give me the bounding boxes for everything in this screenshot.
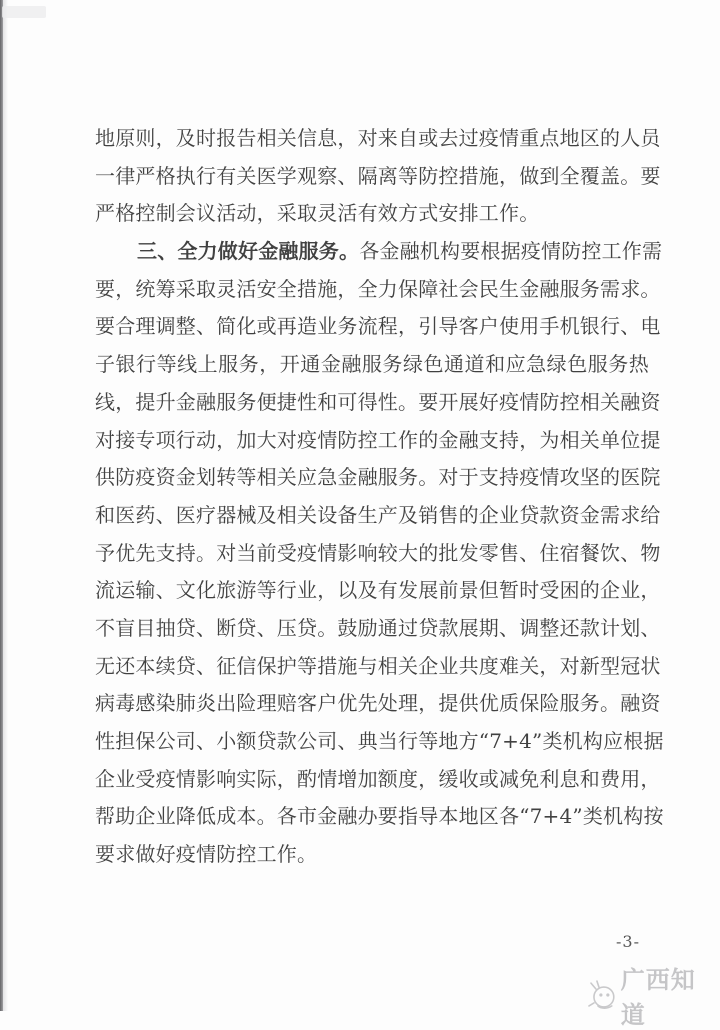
watermark [588, 960, 720, 1030]
text-line: 帮助企业降低成本。各市金融办要指导本地区各“7+4”类机构按 [95, 804, 664, 829]
section-heading-rest: 各金融机构要根据疫情防控工作需 [359, 239, 663, 264]
text-line: 严格控制会议活动，采取灵活有效方式安排工作。 [95, 201, 540, 226]
text-line: 要合理调整、简化或再造业务流程，引导客户使用手机银行、电 [95, 314, 661, 339]
text-line: 不盲目抽贷、断贷、压贷。鼓励通过贷款展期、调整还款计划、 [95, 615, 661, 640]
section-heading: 三、全力做好金融服务。 [137, 239, 360, 264]
section-heading-line [95, 233, 663, 271]
text-line: 对接专项行动，加大对疫情防控工作的金融支持，为相关单位提 [95, 427, 661, 452]
text-line: 一律严格执行有关医学观察、隔离等防控措施，做到全覆盖。要 [95, 163, 661, 188]
text-line: 病毒感染肺炎出险理赔客户优先处理，提供优质保险服务。融资 [95, 691, 661, 716]
watermark-mascot-icon [588, 979, 618, 1011]
text-line: 要，统筹采取灵活安全措施，全力保障社会民生金融服务需求。 [95, 276, 661, 301]
scan-page-edge-shadow [3, 0, 8, 1011]
text-line: 企业受疫情影响实际，酌情增加额度，缓收或减免利息和费用， [95, 766, 661, 791]
text-line: 予优先支持。对当前受疫情影响较大的批发零售、住宿餐饮、物 [95, 540, 661, 565]
body-text [95, 120, 664, 874]
text-line: 性担保公司、小额贷款公司、典当行等地方“7+4”类机构应根据 [95, 729, 664, 753]
text-line: 无还本续贷、征信保护等措施与相关企业共度难关，对新型冠状 [95, 653, 661, 678]
text-line: 地原则，及时报告相关信息，对来自或去过疫情重点地区的人员 [95, 126, 661, 150]
watermark-label: 广西知道 [620, 966, 696, 1029]
text-line: 和医药、医疗器械及相关设备生产及销售的企业贷款资金需求给 [95, 502, 661, 527]
text-line: 线，提升金融服务便捷性和可得性。要开展好疫情防控相关融资 [95, 389, 661, 414]
text-line: 子银行等线上服务，开通金融服务绿色通道和应急绿色服务热 [95, 352, 649, 377]
text-line: 要求做好疫情防控工作。 [95, 842, 318, 867]
scan-smudge [2, 6, 46, 18]
page-number: -3- [616, 932, 640, 951]
text-line: 流运输、文化旅游等行业，以及有发展前景但暂时受困的企业， [95, 578, 661, 603]
text-line: 供防疫资金划转等相关应急金融服务。对于支持疫情攻坚的医院 [95, 465, 661, 490]
